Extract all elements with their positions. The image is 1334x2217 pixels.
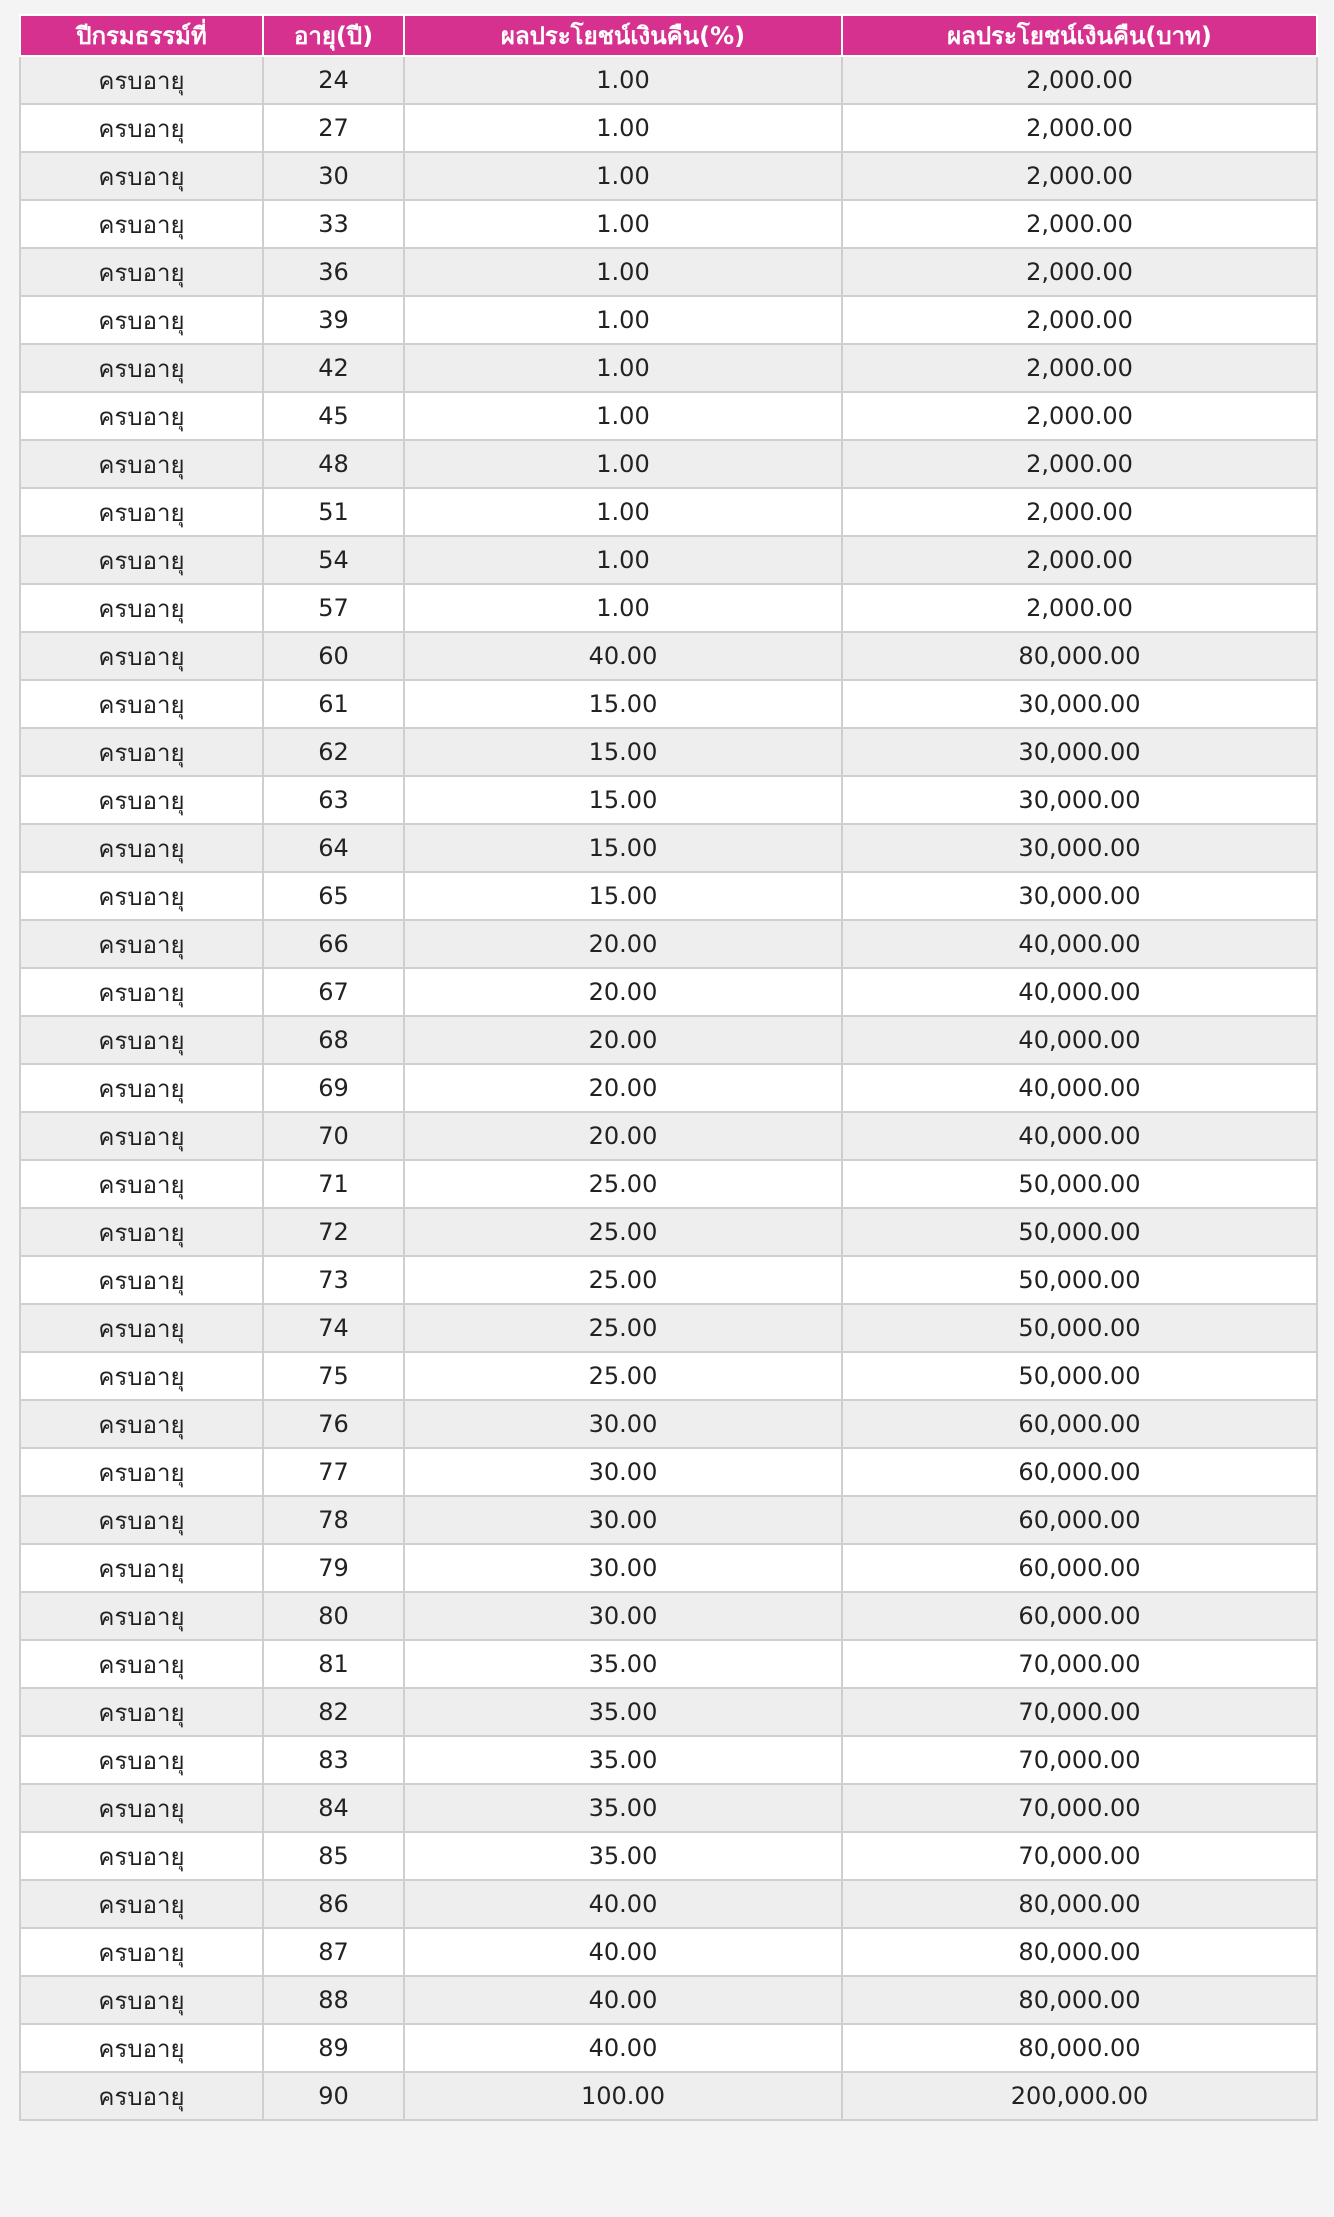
cell-policy-year: ครบอายุ (20, 56, 263, 104)
cell-age: 67 (263, 968, 404, 1016)
cell-benefit-percent: 30.00 (404, 1400, 842, 1448)
table-row (20, 1928, 1317, 1976)
cell-benefit-percent: 35.00 (404, 1736, 842, 1784)
benefit-table (19, 14, 1318, 2121)
cell-benefit-baht: 80,000.00 (842, 1928, 1317, 1976)
cell-age: 27 (263, 104, 404, 152)
cell-benefit-baht: 60,000.00 (842, 1592, 1317, 1640)
cell-benefit-baht: 70,000.00 (842, 1784, 1317, 1832)
cell-policy-year: ครบอายุ (20, 1496, 263, 1544)
cell-policy-year: ครบอายุ (20, 1640, 263, 1688)
table-row (20, 1352, 1317, 1400)
cell-benefit-baht: 2,000.00 (842, 200, 1317, 248)
cell-benefit-percent: 15.00 (404, 824, 842, 872)
cell-age: 33 (263, 200, 404, 248)
cell-benefit-percent: 25.00 (404, 1256, 842, 1304)
benefit-table-container (19, 14, 1316, 2121)
table-row (20, 1448, 1317, 1496)
table-row (20, 1400, 1317, 1448)
table-header (20, 15, 1317, 56)
cell-policy-year: ครบอายุ (20, 392, 263, 440)
table-body (20, 56, 1317, 2120)
cell-benefit-percent: 25.00 (404, 1304, 842, 1352)
cell-age: 57 (263, 584, 404, 632)
cell-benefit-baht: 2,000.00 (842, 152, 1317, 200)
table-row (20, 1976, 1317, 2024)
cell-benefit-percent: 25.00 (404, 1160, 842, 1208)
cell-policy-year: ครบอายุ (20, 152, 263, 200)
cell-benefit-percent: 1.00 (404, 200, 842, 248)
cell-policy-year: ครบอายุ (20, 1736, 263, 1784)
cell-policy-year: ครบอายุ (20, 1400, 263, 1448)
cell-benefit-percent: 35.00 (404, 1832, 842, 1880)
table-row (20, 824, 1317, 872)
cell-benefit-baht: 80,000.00 (842, 632, 1317, 680)
cell-policy-year: ครบอายุ (20, 872, 263, 920)
cell-policy-year: ครบอายุ (20, 200, 263, 248)
cell-benefit-baht: 70,000.00 (842, 1832, 1317, 1880)
cell-benefit-percent: 1.00 (404, 296, 842, 344)
cell-benefit-percent: 1.00 (404, 536, 842, 584)
cell-benefit-baht: 80,000.00 (842, 2024, 1317, 2072)
table-row (20, 1256, 1317, 1304)
cell-age: 48 (263, 440, 404, 488)
table-row (20, 920, 1317, 968)
table-row (20, 968, 1317, 1016)
cell-benefit-baht: 30,000.00 (842, 872, 1317, 920)
table-row (20, 1544, 1317, 1592)
cell-benefit-percent: 15.00 (404, 872, 842, 920)
table-row (20, 56, 1317, 104)
cell-benefit-percent: 20.00 (404, 968, 842, 1016)
table-row (20, 536, 1317, 584)
cell-benefit-baht: 50,000.00 (842, 1352, 1317, 1400)
table-row (20, 1496, 1317, 1544)
cell-policy-year: ครบอายุ (20, 1880, 263, 1928)
header-row (20, 15, 1317, 56)
cell-benefit-baht: 40,000.00 (842, 1112, 1317, 1160)
cell-benefit-baht: 2,000.00 (842, 392, 1317, 440)
cell-benefit-baht: 50,000.00 (842, 1208, 1317, 1256)
cell-benefit-baht: 2,000.00 (842, 440, 1317, 488)
cell-benefit-percent: 15.00 (404, 728, 842, 776)
table-row (20, 1736, 1317, 1784)
cell-age: 78 (263, 1496, 404, 1544)
cell-benefit-baht: 80,000.00 (842, 1880, 1317, 1928)
cell-policy-year: ครบอายุ (20, 1016, 263, 1064)
cell-benefit-percent: 40.00 (404, 1976, 842, 2024)
cell-age: 63 (263, 776, 404, 824)
cell-benefit-percent: 30.00 (404, 1544, 842, 1592)
cell-age: 74 (263, 1304, 404, 1352)
table-row (20, 1064, 1317, 1112)
cell-policy-year: ครบอายุ (20, 1208, 263, 1256)
cell-benefit-baht: 30,000.00 (842, 776, 1317, 824)
cell-benefit-percent: 25.00 (404, 1352, 842, 1400)
cell-policy-year: ครบอายุ (20, 248, 263, 296)
cell-benefit-baht: 2,000.00 (842, 488, 1317, 536)
cell-policy-year: ครบอายุ (20, 680, 263, 728)
table-row (20, 2024, 1317, 2072)
cell-benefit-percent: 1.00 (404, 392, 842, 440)
cell-policy-year: ครบอายุ (20, 1448, 263, 1496)
cell-benefit-baht: 2,000.00 (842, 584, 1317, 632)
cell-benefit-percent: 1.00 (404, 488, 842, 536)
cell-benefit-baht: 60,000.00 (842, 1400, 1317, 1448)
cell-benefit-baht: 60,000.00 (842, 1448, 1317, 1496)
cell-benefit-percent: 40.00 (404, 632, 842, 680)
cell-age: 88 (263, 1976, 404, 2024)
cell-benefit-percent: 30.00 (404, 1448, 842, 1496)
cell-age: 66 (263, 920, 404, 968)
cell-policy-year: ครบอายุ (20, 1112, 263, 1160)
cell-benefit-baht: 2,000.00 (842, 56, 1317, 104)
cell-benefit-baht: 60,000.00 (842, 1496, 1317, 1544)
table-row (20, 1880, 1317, 1928)
cell-benefit-percent: 35.00 (404, 1640, 842, 1688)
cell-age: 82 (263, 1688, 404, 1736)
cell-age: 72 (263, 1208, 404, 1256)
cell-benefit-baht: 40,000.00 (842, 1016, 1317, 1064)
table-row (20, 1784, 1317, 1832)
cell-age: 69 (263, 1064, 404, 1112)
cell-policy-year: ครบอายุ (20, 1592, 263, 1640)
table-row (20, 1592, 1317, 1640)
table-row (20, 1304, 1317, 1352)
cell-benefit-baht: 40,000.00 (842, 968, 1317, 1016)
cell-policy-year: ครบอายุ (20, 968, 263, 1016)
cell-age: 30 (263, 152, 404, 200)
table-row (20, 296, 1317, 344)
cell-benefit-baht: 2,000.00 (842, 536, 1317, 584)
table-row (20, 632, 1317, 680)
cell-age: 65 (263, 872, 404, 920)
cell-age: 84 (263, 1784, 404, 1832)
table-row (20, 584, 1317, 632)
cell-age: 87 (263, 1928, 404, 1976)
table-row (20, 680, 1317, 728)
cell-policy-year: ครบอายุ (20, 632, 263, 680)
cell-policy-year: ครบอายุ (20, 1256, 263, 1304)
table-row (20, 1016, 1317, 1064)
cell-policy-year: ครบอายุ (20, 728, 263, 776)
cell-age: 81 (263, 1640, 404, 1688)
cell-policy-year: ครบอายุ (20, 2072, 263, 2120)
table-row (20, 248, 1317, 296)
cell-policy-year: ครบอายุ (20, 1928, 263, 1976)
cell-age: 80 (263, 1592, 404, 1640)
cell-age: 54 (263, 536, 404, 584)
cell-benefit-percent: 15.00 (404, 776, 842, 824)
cell-policy-year: ครบอายุ (20, 1064, 263, 1112)
cell-policy-year: ครบอายุ (20, 536, 263, 584)
header-benefit-baht: ผลประโยชน์เงินคืน(บาท) (842, 15, 1317, 56)
cell-benefit-baht: 40,000.00 (842, 920, 1317, 968)
cell-age: 51 (263, 488, 404, 536)
cell-benefit-baht: 70,000.00 (842, 1640, 1317, 1688)
cell-policy-year: ครบอายุ (20, 1688, 263, 1736)
table-row (20, 440, 1317, 488)
cell-benefit-baht: 50,000.00 (842, 1304, 1317, 1352)
cell-benefit-baht: 80,000.00 (842, 1976, 1317, 2024)
cell-age: 68 (263, 1016, 404, 1064)
cell-benefit-percent: 30.00 (404, 1496, 842, 1544)
cell-policy-year: ครบอายุ (20, 344, 263, 392)
cell-age: 64 (263, 824, 404, 872)
cell-age: 70 (263, 1112, 404, 1160)
cell-benefit-percent: 40.00 (404, 1928, 842, 1976)
cell-age: 76 (263, 1400, 404, 1448)
cell-benefit-baht: 70,000.00 (842, 1736, 1317, 1784)
table-row (20, 728, 1317, 776)
cell-benefit-percent: 20.00 (404, 1064, 842, 1112)
table-row (20, 488, 1317, 536)
cell-age: 61 (263, 680, 404, 728)
cell-policy-year: ครบอายุ (20, 824, 263, 872)
table-row (20, 152, 1317, 200)
cell-age: 39 (263, 296, 404, 344)
cell-policy-year: ครบอายุ (20, 776, 263, 824)
table-row (20, 200, 1317, 248)
cell-benefit-percent: 1.00 (404, 344, 842, 392)
cell-policy-year: ครบอายุ (20, 584, 263, 632)
cell-age: 89 (263, 2024, 404, 2072)
cell-benefit-baht: 70,000.00 (842, 1688, 1317, 1736)
cell-age: 71 (263, 1160, 404, 1208)
cell-policy-year: ครบอายุ (20, 296, 263, 344)
cell-benefit-percent: 100.00 (404, 2072, 842, 2120)
header-age: อายุ(ปี) (263, 15, 404, 56)
cell-benefit-percent: 1.00 (404, 152, 842, 200)
table-row (20, 2072, 1317, 2120)
cell-benefit-baht: 2,000.00 (842, 104, 1317, 152)
cell-policy-year: ครบอายุ (20, 2024, 263, 2072)
cell-policy-year: ครบอายุ (20, 440, 263, 488)
cell-benefit-baht: 50,000.00 (842, 1256, 1317, 1304)
cell-age: 83 (263, 1736, 404, 1784)
cell-policy-year: ครบอายุ (20, 104, 263, 152)
cell-benefit-baht: 60,000.00 (842, 1544, 1317, 1592)
cell-age: 90 (263, 2072, 404, 2120)
cell-benefit-percent: 35.00 (404, 1688, 842, 1736)
cell-policy-year: ครบอายุ (20, 1832, 263, 1880)
table-row (20, 104, 1317, 152)
cell-policy-year: ครบอายุ (20, 488, 263, 536)
cell-benefit-percent: 20.00 (404, 920, 842, 968)
cell-policy-year: ครบอายุ (20, 1160, 263, 1208)
cell-age: 60 (263, 632, 404, 680)
cell-age: 62 (263, 728, 404, 776)
cell-age: 73 (263, 1256, 404, 1304)
table-row (20, 1688, 1317, 1736)
table-row (20, 776, 1317, 824)
cell-benefit-percent: 20.00 (404, 1016, 842, 1064)
cell-benefit-percent: 20.00 (404, 1112, 842, 1160)
cell-policy-year: ครบอายุ (20, 1976, 263, 2024)
cell-benefit-percent: 40.00 (404, 2024, 842, 2072)
cell-age: 79 (263, 1544, 404, 1592)
cell-age: 45 (263, 392, 404, 440)
header-policy-year: ปีกรมธรรม์ที่ (20, 15, 263, 56)
cell-benefit-baht: 40,000.00 (842, 1064, 1317, 1112)
cell-benefit-percent: 40.00 (404, 1880, 842, 1928)
cell-benefit-percent: 1.00 (404, 584, 842, 632)
cell-benefit-baht: 2,000.00 (842, 248, 1317, 296)
table-row (20, 1160, 1317, 1208)
cell-policy-year: ครบอายุ (20, 1352, 263, 1400)
cell-benefit-baht: 200,000.00 (842, 2072, 1317, 2120)
cell-policy-year: ครบอายุ (20, 1544, 263, 1592)
table-row (20, 344, 1317, 392)
cell-policy-year: ครบอายุ (20, 920, 263, 968)
table-row (20, 1208, 1317, 1256)
cell-benefit-percent: 1.00 (404, 440, 842, 488)
cell-benefit-percent: 30.00 (404, 1592, 842, 1640)
cell-age: 86 (263, 1880, 404, 1928)
cell-benefit-percent: 1.00 (404, 104, 842, 152)
cell-age: 42 (263, 344, 404, 392)
table-row (20, 1640, 1317, 1688)
table-row (20, 872, 1317, 920)
cell-age: 77 (263, 1448, 404, 1496)
cell-benefit-percent: 15.00 (404, 680, 842, 728)
cell-policy-year: ครบอายุ (20, 1304, 263, 1352)
cell-age: 24 (263, 56, 404, 104)
table-row (20, 1832, 1317, 1880)
cell-benefit-percent: 1.00 (404, 56, 842, 104)
cell-age: 75 (263, 1352, 404, 1400)
cell-benefit-baht: 30,000.00 (842, 680, 1317, 728)
table-row (20, 1112, 1317, 1160)
cell-benefit-baht: 30,000.00 (842, 728, 1317, 776)
cell-age: 85 (263, 1832, 404, 1880)
cell-policy-year: ครบอายุ (20, 1784, 263, 1832)
cell-benefit-baht: 30,000.00 (842, 824, 1317, 872)
cell-benefit-percent: 25.00 (404, 1208, 842, 1256)
cell-benefit-baht: 50,000.00 (842, 1160, 1317, 1208)
cell-age: 36 (263, 248, 404, 296)
header-benefit-percent: ผลประโยชน์เงินคืน(%) (404, 15, 842, 56)
table-row (20, 392, 1317, 440)
cell-benefit-baht: 2,000.00 (842, 296, 1317, 344)
cell-benefit-percent: 1.00 (404, 248, 842, 296)
cell-benefit-percent: 35.00 (404, 1784, 842, 1832)
cell-benefit-baht: 2,000.00 (842, 344, 1317, 392)
